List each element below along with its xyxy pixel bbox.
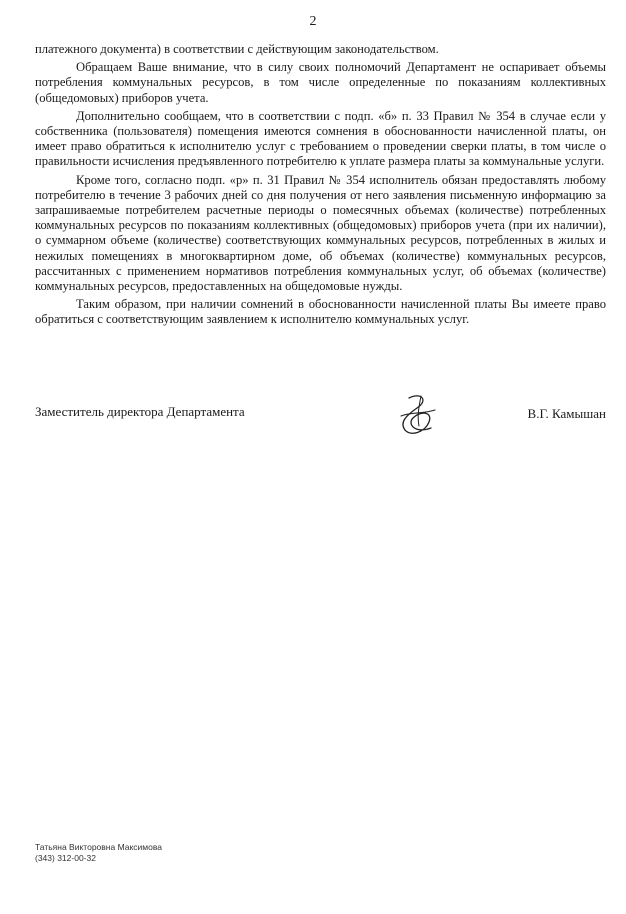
- executor-name: Татьяна Викторовна Максимова: [35, 842, 163, 852]
- paragraph-conclusion: Таким образом, при наличии сомнений в обоснованности начисленной платы Вы имеете право обратиться с соответствующим заявлением к исполнителю коммунальных услуг.: [35, 297, 606, 327]
- paragraph-continuation: платежного документа) в соответствии с действующим законодательством.: [35, 42, 439, 56]
- signer-name: В.Г. Камышан: [527, 406, 606, 421]
- paragraph-consumption-volumes: Обращаем Ваше внимание, что в силу своих полномочий Департамент не оспаривает объемы потребления коммунальных ресурсов, в том числе определенные по показаниям коллективных (общедомовых) приборов учета.: [35, 60, 606, 105]
- letter-body: [35, 42, 606, 331]
- handwritten-signature: [391, 392, 441, 438]
- signature-block: [35, 392, 606, 442]
- paragraph-payment-reconciliation: Дополнительно сообщаем, что в соответствии с подп. «б» п. 33 Правил № 354 в случае если у собственника (пользователя) помещения имеются сомнения в обоснованности начисленной платы, он имеет право обратиться к исполнителю услуг с требованием о проведении сверки платы, в том числе о правильности исчисления предъявленного потребителю к уплате размера платы за коммунальные услуги.: [35, 108, 606, 169]
- executor-info: [35, 842, 162, 864]
- executor-phone: (343) 312-00-32: [35, 853, 96, 863]
- paragraph-executor-obligations: Кроме того, согласно подп. «р» п. 31 Правил № 354 исполнитель обязан предоставлять любому потребителю в течение 3 рабочих дней со дня получения от него заявления письменную информацию за запрашиваемые потребителем расчетные периоды о помесячных объемах (количестве) потребленных коммунальных ресурсов по показаниям коллективных (общедомовых) приборов учета (при их наличии), о суммарном объеме (количестве) соответствующих коммунальных ресурсов, потребленных в жилых и нежилых помещениях в многоквартирном доме, об объемах (количестве) коммунальных ресурсов, рассчитанных с применением нормативов потребления коммунальных услуг, об объемах (количестве) коммунальных ресурсов, предоставленных на общедомовые нужды.: [35, 172, 606, 294]
- page-number: 2: [309, 14, 317, 29]
- signer-title: Заместитель директора Департамента: [35, 404, 245, 419]
